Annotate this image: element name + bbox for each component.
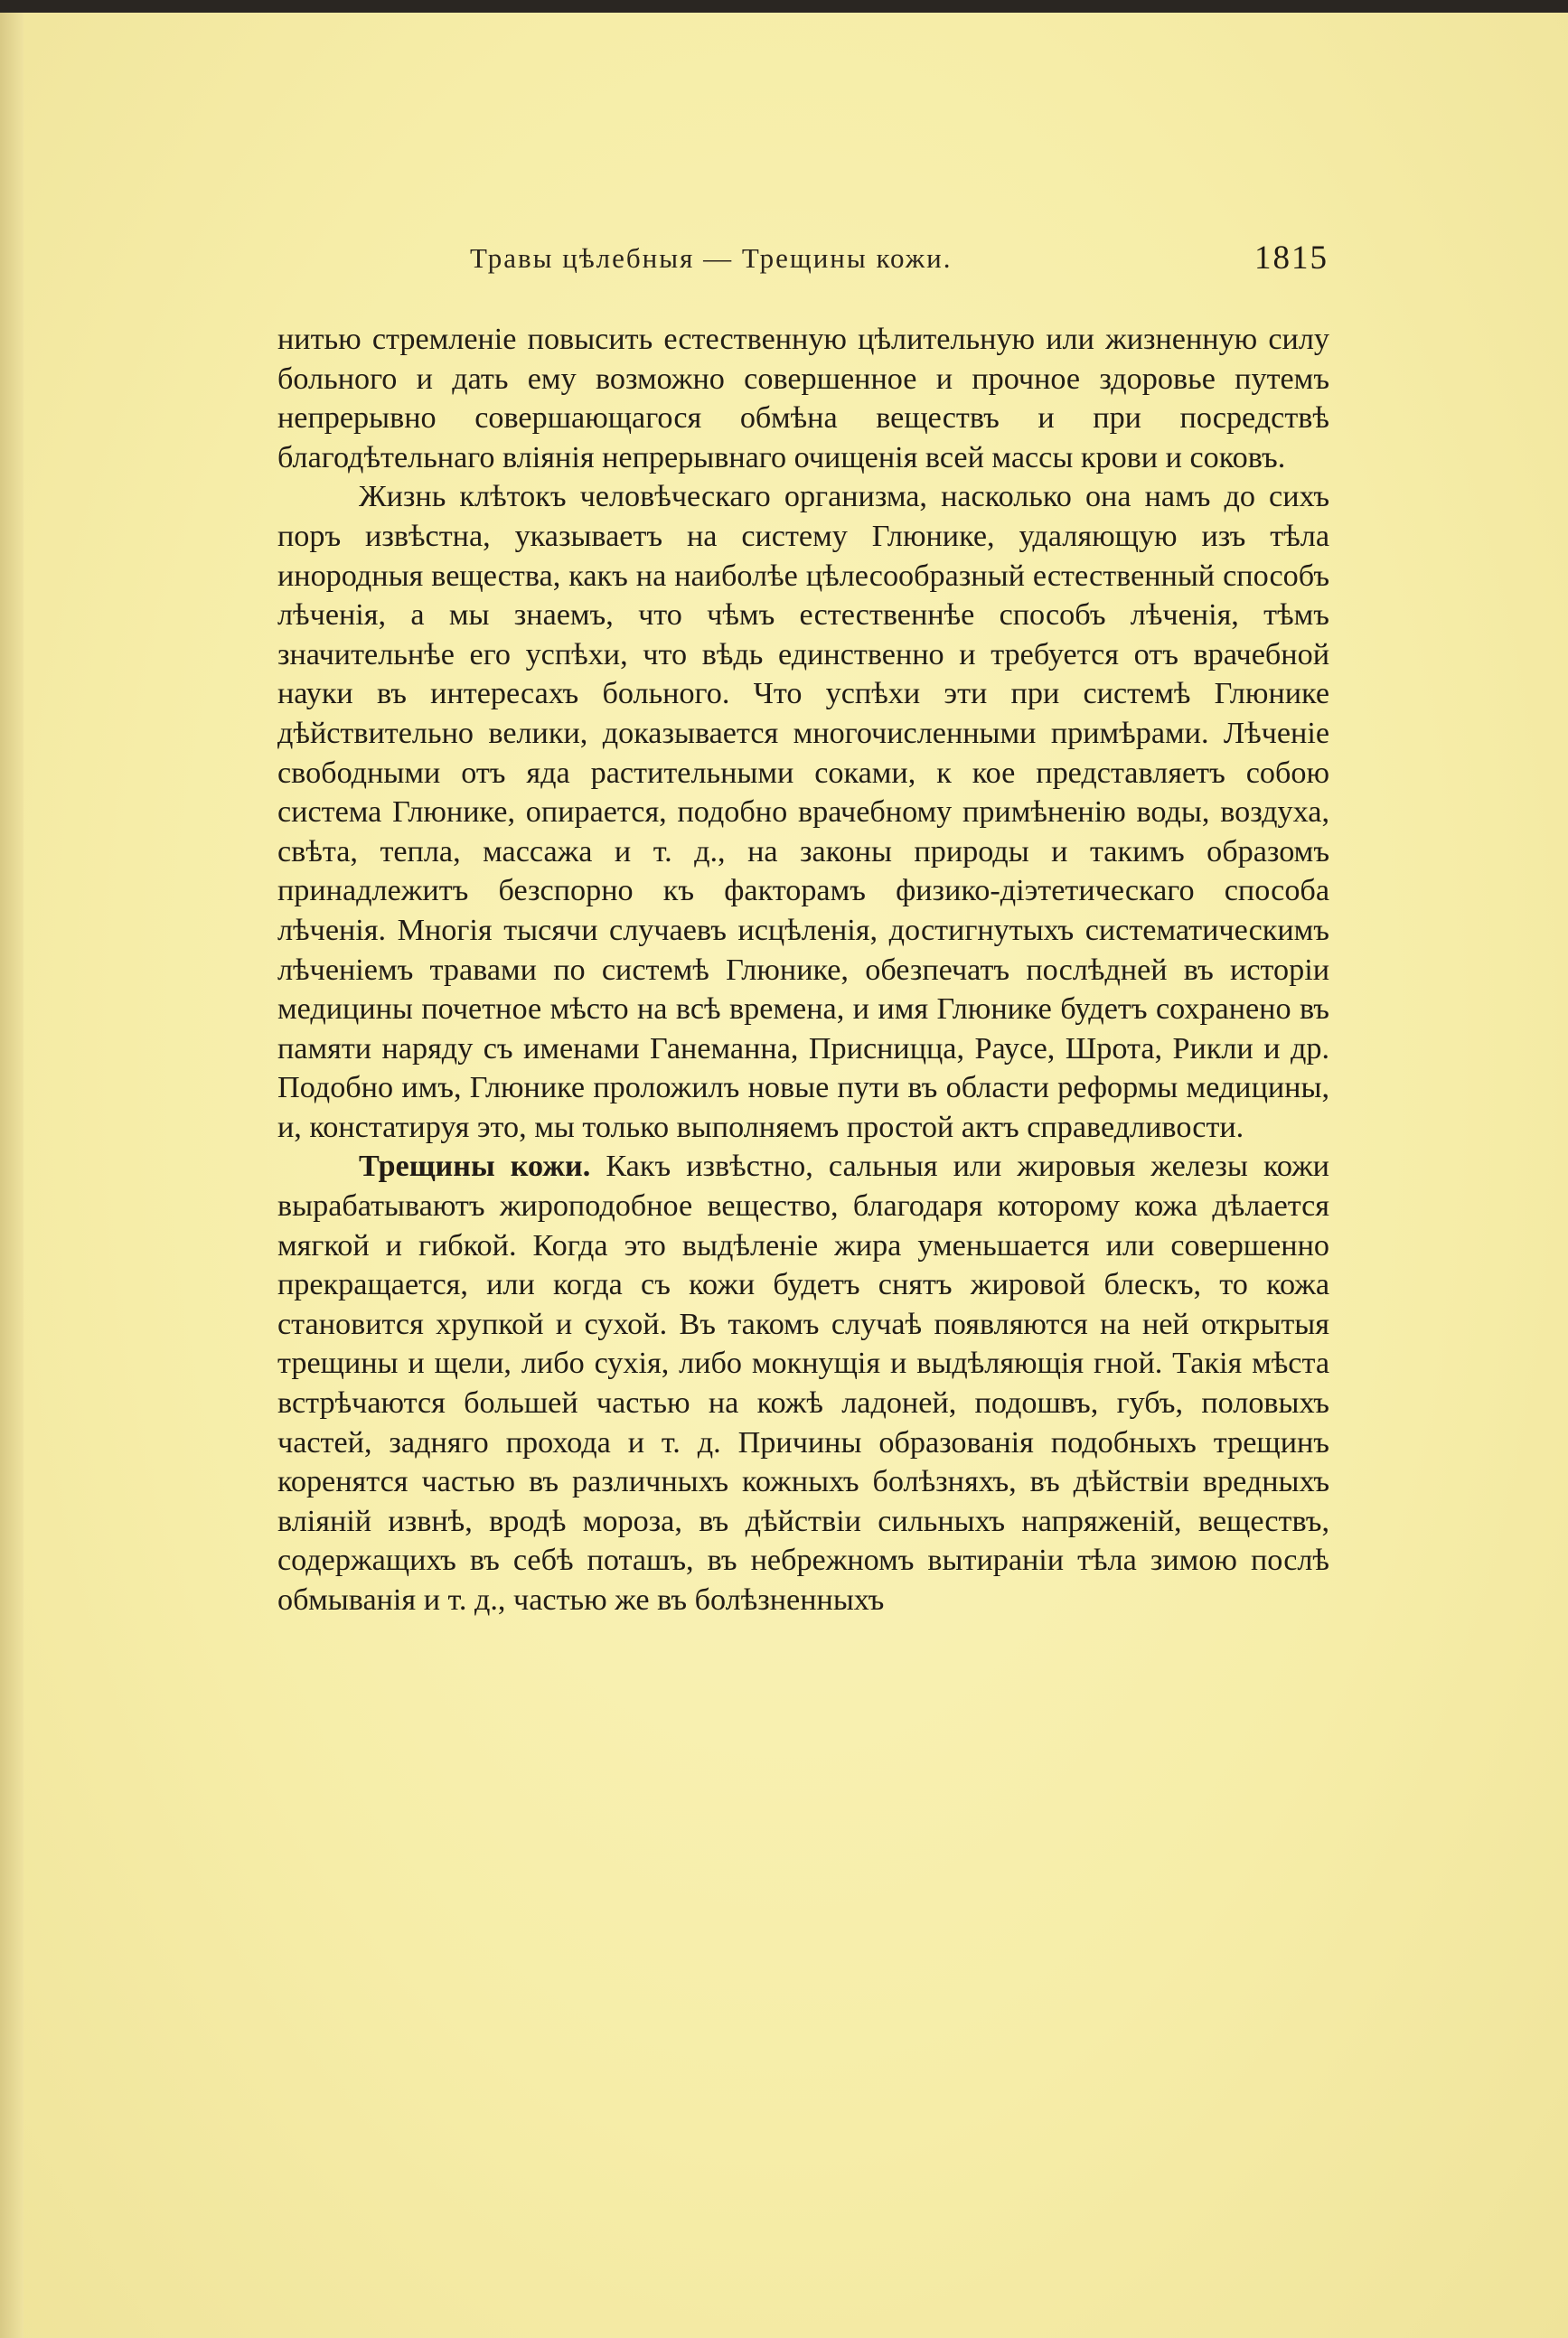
section-heading: Трещины кожи. xyxy=(359,1150,591,1184)
book-spine-edge xyxy=(0,13,23,2338)
page-header xyxy=(282,239,1329,289)
paragraph-gluenike-system: Жизнь клѣтокъ человѣческаго организма, насколько она намъ до сихъ поръ извѣстна, указываетъ на систему Глюнике, удаляющую изъ тѣла инородныя вещества, какъ на наиболѣе цѣлесообразный естественный способъ лѣченія, а мы знаемъ, что чѣмъ естественнѣе способъ лѣченія, тѣмъ значительнѣе его успѣхи, что вѣдь единственно и требуется отъ врачебной науки въ интересахъ больного. Что успѣхи эти при системѣ Глюнике дѣйствительно велики, доказывается многочисленными примѣрами. Лѣченіе свободными отъ яда растительными соками, к кое представляетъ собою система Глюнике, опирается, подобно врачебному примѣненію воды, воздуха, свѣта, тепла, массажа и т. д., на законы природы и такимъ образомъ принадлежитъ безспорно къ факторамъ физико-діэтетическаго способа лѣченія. Многія тысячи случаевъ исцѣленія, достигнутыхъ систематическимъ лѣченіемъ травами по системѣ Глюнике, обезпечатъ послѣдней въ исторіи медицины почетное мѣсто на всѣ времена, и имя Глюнике будетъ сохранено въ памяти наряду съ именами Ганеманна, Присницца, Раусе, Шрота, Рикли и др. Подобно имъ, Глюнике проложилъ новые пути въ области реформы медицины, и, констатируя это, мы только выполняемъ простой актъ справедливости. xyxy=(277,480,1329,1144)
paragraph-skin-cracks xyxy=(277,1147,1329,1620)
paragraph-continuation: нитью стремленіе повысить естественную цѣлительную или жизненную силу больного и дать ему возможно совершенное и прочное здоровье путемъ непрерывно совершающагося обмѣна веществъ и при посредствѣ благодѣтельнаго вліянія непрерывнаго очищенія всей массы крови и соковъ. xyxy=(277,323,1329,474)
page-number: 1815 xyxy=(1254,239,1329,277)
running-title: Травы цѣлебныя — Трещины кожи. xyxy=(470,242,953,274)
body-text xyxy=(277,320,1329,1620)
book-page xyxy=(0,13,1568,2338)
section-text: Какъ извѣстно, сальныя или жировыя железы кожи вырабатываютъ жироподобное вещество, благодаря которому кожа дѣлается мягкой и гибкой. Когда это выдѣленіе жира уменьшается или совершенно прекращается, или когда съ кожи будетъ снятъ жировой блескъ, то кожа становится хрупкой и сухой. Въ такомъ случаѣ появляются на ней открытыя трещины и щели, либо сухія, либо мокнущія и выдѣляющія гной. Такія мѣста встрѣчаются большей частью на кожѣ ладоней, подошвъ, губъ, половыхъ частей, задняго прохода и т. д. Причины образованія подобныхъ трещинъ коренятся частью въ различныхъ кожныхъ болѣзняхъ, въ дѣйствіи вредныхъ вліяній извнѣ, вродѣ мороза, въ дѣйствіи сильныхъ напряженій, веществъ, содержащихъ въ себѣ поташъ, въ небрежномъ вытираніи тѣла зимою послѣ обмыванія и т. д., частью же въ болѣзненныхъ xyxy=(277,1150,1329,1617)
